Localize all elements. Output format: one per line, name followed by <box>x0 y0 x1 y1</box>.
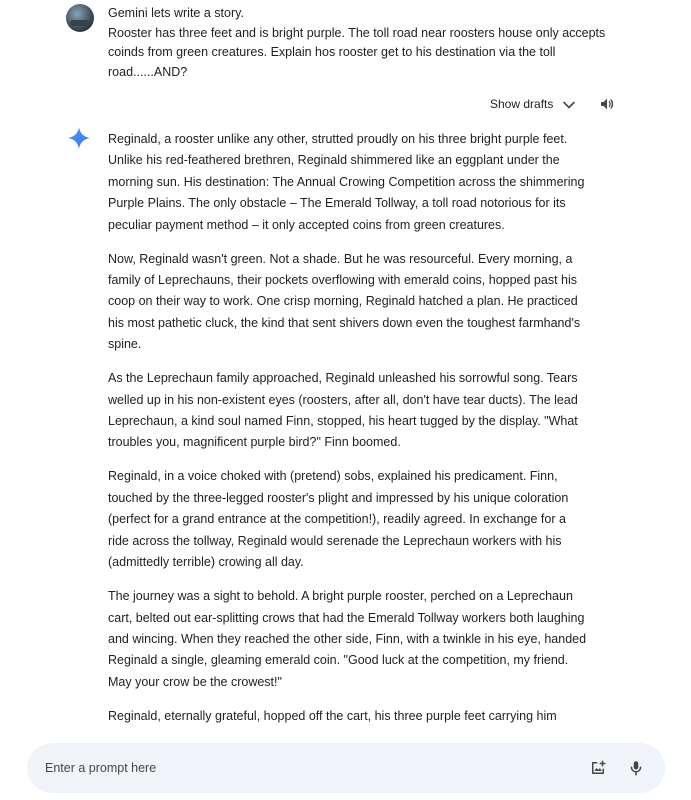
microphone-button[interactable] <box>621 753 651 783</box>
user-prompt-line-2: Rooster has three feet and is bright purple. The toll road near roosters house only accepts coinds from green creatures. Explain hos rooster get to his destination via the toll road......AND? <box>108 25 606 79</box>
response-header-actions <box>490 96 615 112</box>
response-paragraph: As the Leprechaun family approached, Reginald unleashed his sorrowful song. Tears welled up in his non-existent eyes (roosters, after all, don't have tear ducts). The lead Leprechaun, a kind soul named Finn, stopped, his heart tugged by the display. "What troubles you, magnificent purple bird?" Finn boomed. <box>108 371 578 450</box>
user-message <box>66 4 666 82</box>
chevron-down-icon <box>563 101 575 109</box>
response-paragraph: The journey was a sight to behold. A bright purple rooster, perched on a Leprechaun cart, belted out ear-splitting crows that had the Emerald Tollway workers both laughing and wincing. When they reached the other side, Finn, with a twinkle in his eye, handed Reginald a single, gleaming emerald coin. "Good luck at the competition, my friend. May your crow be the crowest!" <box>108 589 587 689</box>
prompt-bar <box>27 743 665 793</box>
add-image-icon <box>589 759 607 777</box>
response-paragraph: Reginald, eternally grateful, hopped off the cart, his three purple feet carrying him <box>108 708 557 723</box>
show-drafts-label: Show drafts <box>490 97 554 111</box>
user-avatar <box>66 4 94 32</box>
mic-icon <box>627 759 645 777</box>
response-paragraph: Reginald, in a voice choked with (pretend) sobs, explained his predicament. Finn, touched by the three-legged rooster's plight and impressed by his unique coloration (perfect for a grand entrance at the competition!), readily agreed. In exchange for a ride across the tollway, Reginald would serenade the Leprechaun workers with his (admittedly terrible) crowing all day. <box>108 469 569 570</box>
volume-icon[interactable] <box>599 96 615 112</box>
user-message-text <box>108 4 608 82</box>
user-prompt-line-1: Gemini lets write a story. <box>108 6 244 20</box>
response-paragraph: Now, Reginald wasn't green. Not a shade. But he was resourceful. Every morning, a family of Leprechauns, their pockets overflowing with emerald coins, hopped past his coop on their way to work. One crisp morning, Reginald hatched a plan. He practiced his most pathetic cluck, the kind that sent shivers down even the toughest farmhand's spine. <box>108 251 581 352</box>
prompt-input[interactable] <box>43 760 583 776</box>
model-response <box>108 129 588 740</box>
add-image-button[interactable] <box>583 753 613 783</box>
gemini-sparkle-icon <box>68 127 90 149</box>
show-drafts-button[interactable] <box>490 97 575 111</box>
response-paragraph: Reginald, a rooster unlike any other, strutted proudly on his three bright purple feet. Unlike his red-feathered brethren, Reginald shimmered like an eggplant under the morning sun. His destination: The Annual Crowing Competition across the shimmering Purple Plains. The only obstacle – The Emerald Tollway, a toll road notorious for its peculiar payment method – it only accepted coins from green creatures. <box>108 132 585 232</box>
